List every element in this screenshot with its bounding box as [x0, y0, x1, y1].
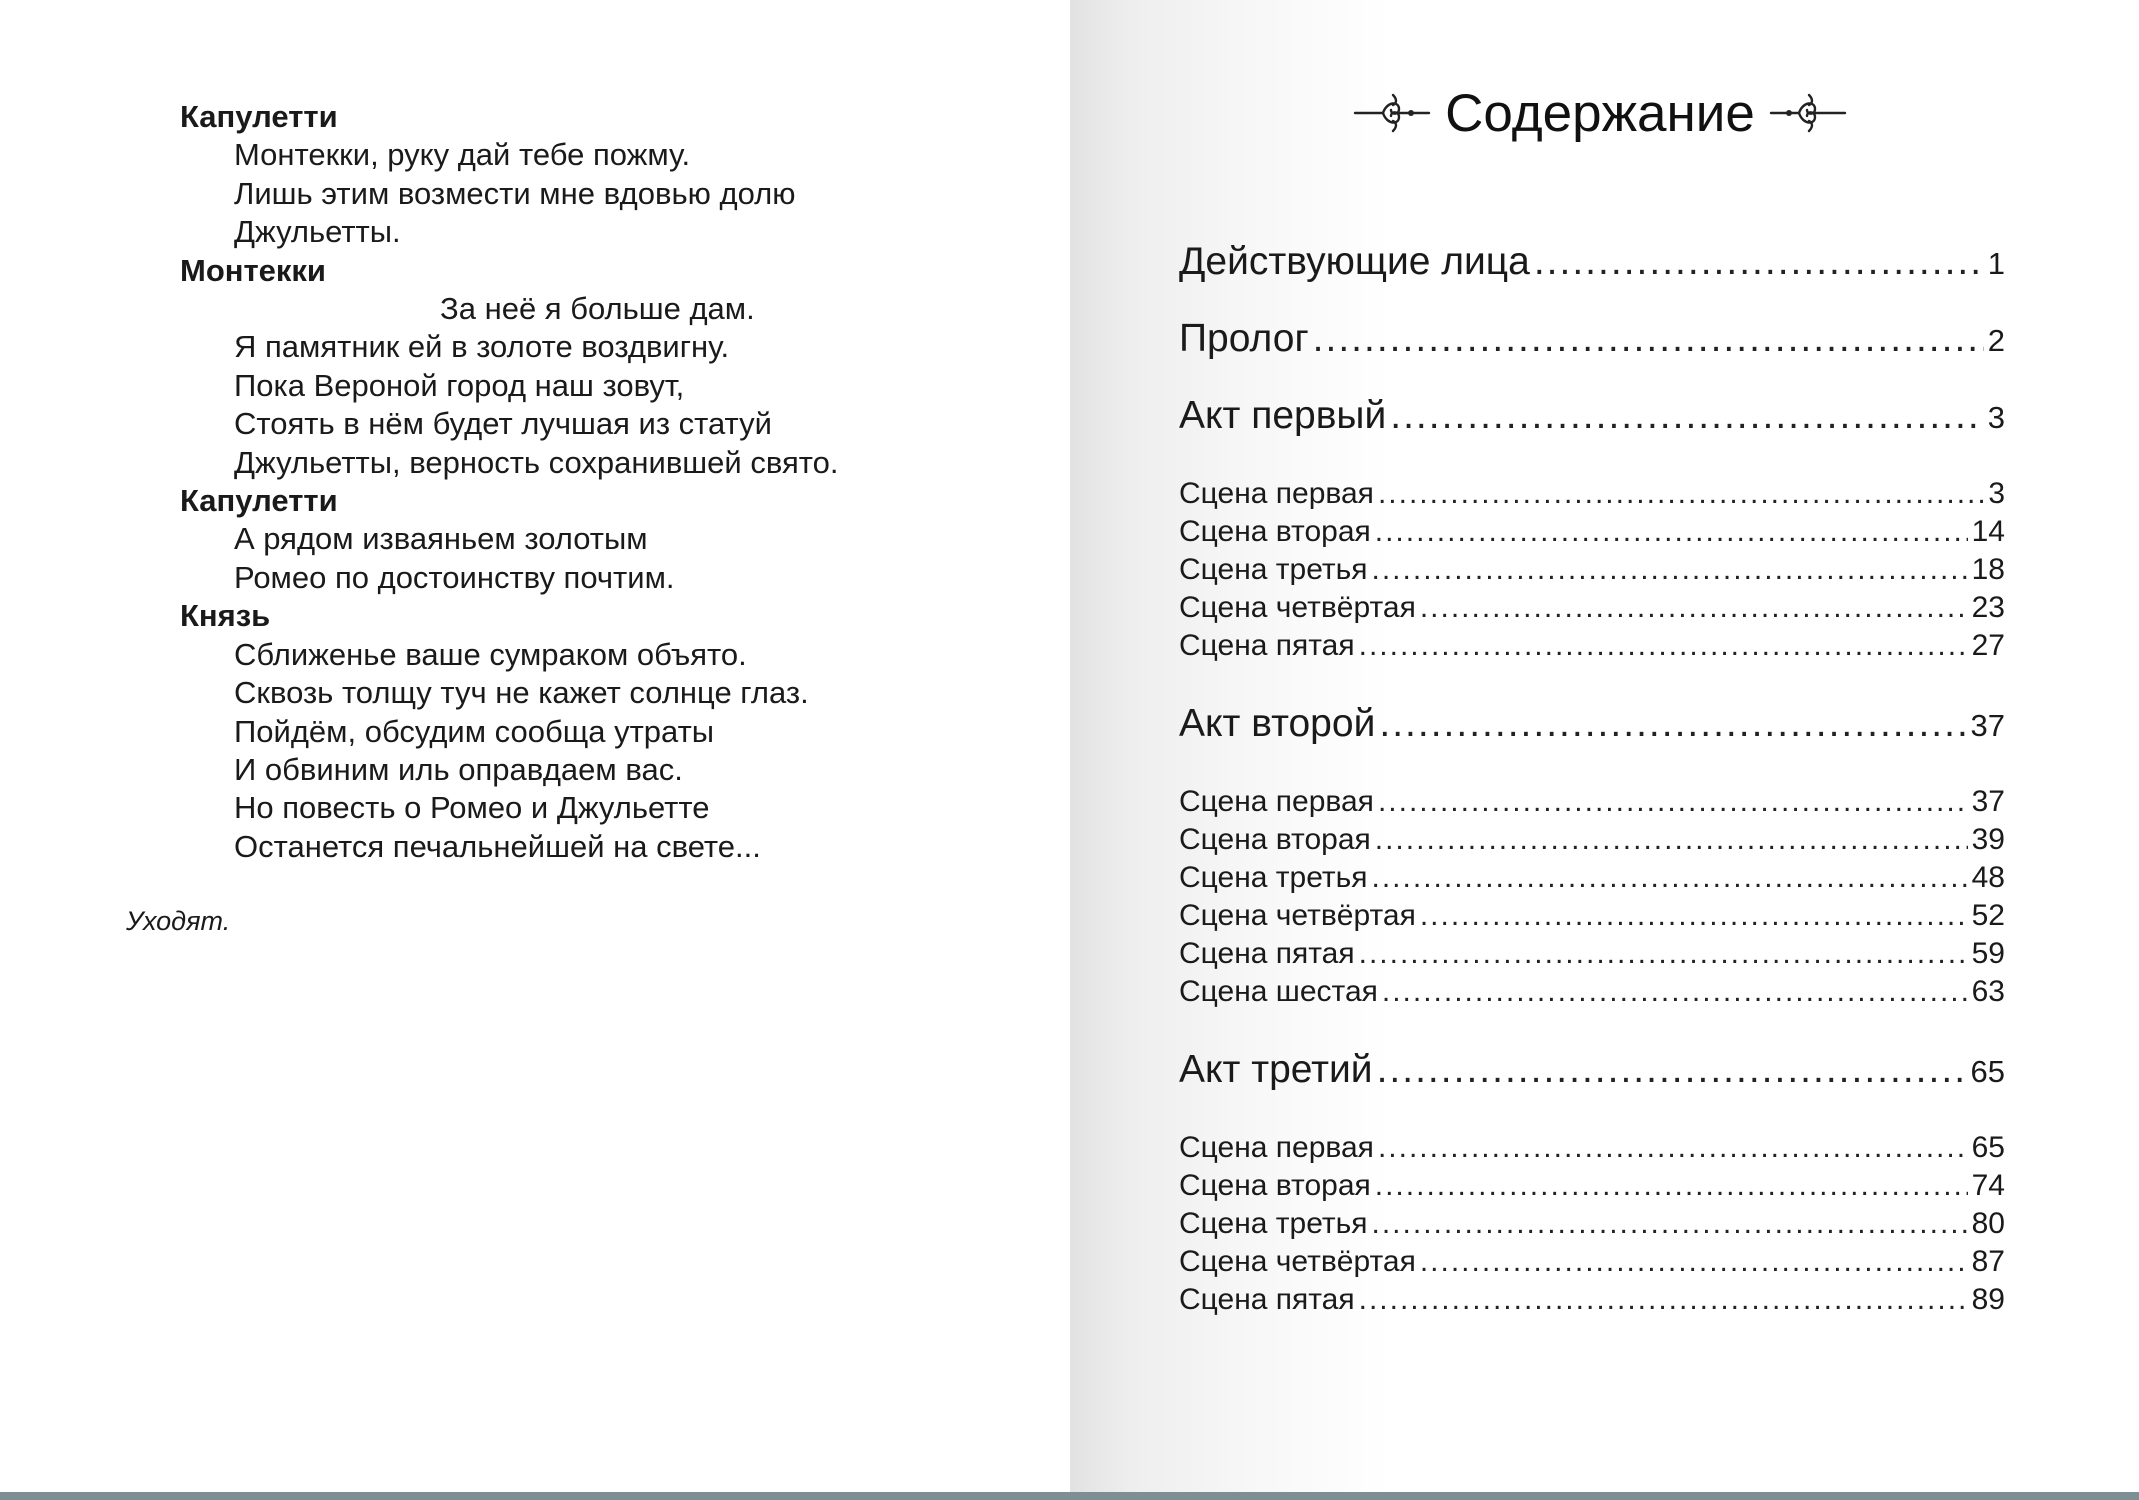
- toc-label: Сцена вторая: [1179, 515, 1371, 548]
- toc-leader-dots: [1534, 240, 1984, 284]
- toc-leader-dots: [1382, 975, 1968, 1009]
- toc-label: Сцена пятая: [1179, 937, 1355, 970]
- speaker-name: Монтекки: [180, 252, 326, 288]
- toc-page-number: 63: [1971, 975, 2005, 1008]
- toc-leader-dots: [1378, 477, 1984, 511]
- toc-label: Сцена первая: [1179, 785, 1374, 818]
- toc-leader-dots: [1390, 394, 1984, 438]
- toc-act-entry[interactable]: [1179, 1048, 2005, 1092]
- toc-page-number: 3: [1988, 477, 2005, 510]
- toc-scene-entry[interactable]: [1179, 861, 2005, 895]
- toc-label: Сцена третья: [1179, 861, 1368, 894]
- toc-page-number: 89: [1971, 1283, 2005, 1316]
- flourish-ornament-icon: [1769, 91, 1847, 135]
- verse-line: А рядом изваяньем золотым: [234, 521, 648, 557]
- toc-leader-dots: [1372, 1207, 1968, 1241]
- toc-scene-entry[interactable]: [1179, 899, 2005, 933]
- toc-leader-dots: [1375, 515, 1968, 549]
- toc-act-entry[interactable]: [1179, 240, 2005, 284]
- toc-page-number: 23: [1971, 591, 2005, 624]
- toc-scene-entry[interactable]: [1179, 1131, 2005, 1165]
- toc-leader-dots: [1372, 553, 1968, 587]
- toc-label: Сцена четвёртая: [1179, 591, 1416, 624]
- toc-label: Сцена четвёртая: [1179, 899, 1416, 932]
- toc-page-number: 37: [1970, 708, 2005, 743]
- toc-leader-dots: [1359, 1283, 1968, 1317]
- toc-scene-entry[interactable]: [1179, 937, 2005, 971]
- toc-label: Акт первый: [1179, 394, 1387, 437]
- verse-line: За неё я больше дам.: [440, 291, 755, 327]
- stage-direction: Уходят.: [126, 906, 231, 936]
- verse-line: Я памятник ей в золоте воздвигну.: [234, 329, 730, 365]
- toc-label: Сцена вторая: [1179, 1169, 1371, 1202]
- verse-line: Джульетты, верность сохранившей свято.: [234, 444, 839, 480]
- toc-act-entry[interactable]: [1179, 317, 2005, 361]
- toc-page-number: 3: [1987, 400, 2005, 435]
- toc-scene-entry[interactable]: [1179, 629, 2005, 663]
- toc-label: Сцена пятая: [1179, 1283, 1355, 1316]
- toc-label: Акт второй: [1179, 702, 1376, 745]
- verse-line: Сквозь толщу туч не кажет солнце глаз.: [234, 675, 809, 711]
- toc-page-number: 14: [1971, 515, 2005, 548]
- toc-scene-entry[interactable]: [1179, 553, 2005, 587]
- toc-leader-dots: [1378, 785, 1968, 819]
- verse-line: Монтекки, руку дай тебе пожму.: [234, 137, 691, 173]
- toc-scene-entry[interactable]: [1179, 975, 2005, 1009]
- toc-label: Сцена первая: [1179, 1131, 1374, 1164]
- flourish-ornament-icon: [1353, 91, 1431, 135]
- toc-leader-dots: [1420, 1245, 1968, 1279]
- left-page: [0, 0, 1070, 1492]
- page-edge: [0, 1492, 2139, 1500]
- verse-line: Пойдём, обсудим сообща утраты: [234, 713, 715, 749]
- toc-label: Сцена вторая: [1179, 823, 1371, 856]
- toc-leader-dots: [1359, 629, 1968, 663]
- verse-line: И обвиним иль оправдаем вас.: [234, 751, 683, 787]
- toc-label: Сцена третья: [1179, 553, 1368, 586]
- verse-line: Останется печальнейшей на свете...: [234, 828, 761, 864]
- toc-leader-dots: [1375, 1169, 1968, 1203]
- toc-leader-dots: [1313, 317, 1984, 361]
- toc-leader-dots: [1375, 823, 1968, 857]
- speaker-name: Князь: [180, 598, 271, 634]
- toc-label: Сцена пятая: [1179, 629, 1355, 662]
- toc-scene-entry[interactable]: [1179, 1169, 2005, 1203]
- toc-leader-dots: [1372, 861, 1968, 895]
- toc-leader-dots: [1377, 1048, 1967, 1092]
- toc-leader-dots: [1420, 591, 1968, 625]
- toc-page-number: 1: [1987, 246, 2005, 281]
- toc-scene-entry[interactable]: [1179, 823, 2005, 857]
- toc-page-number: 65: [1971, 1131, 2005, 1164]
- toc-scene-entry[interactable]: [1179, 477, 2005, 511]
- play-text: [180, 98, 1040, 866]
- toc-page-number: 74: [1971, 1169, 2005, 1202]
- toc-page-number: 2: [1987, 323, 2005, 358]
- toc-page-number: 37: [1971, 785, 2005, 818]
- toc-page-number: 52: [1971, 899, 2005, 932]
- verse-line: Лишь этим возмести мне вдовью долю: [234, 175, 796, 211]
- verse-line: Ромео по достоинству почтим.: [234, 559, 675, 595]
- toc-label: Сцена четвёртая: [1179, 1245, 1416, 1278]
- page-title: Содержание: [1445, 83, 1755, 143]
- toc-label: Сцена первая: [1179, 477, 1374, 510]
- toc-act-entry[interactable]: [1179, 702, 2005, 746]
- toc-heading: [1340, 78, 1860, 148]
- toc-page-number: 65: [1970, 1054, 2005, 1089]
- toc-scene-entry[interactable]: [1179, 1283, 2005, 1317]
- toc-label: Сцена третья: [1179, 1207, 1368, 1240]
- toc-leader-dots: [1378, 1131, 1968, 1165]
- toc-scene-entry[interactable]: [1179, 515, 2005, 549]
- speaker-name: Капулетти: [180, 99, 338, 134]
- toc-page-number: 39: [1971, 823, 2005, 856]
- toc-scene-entry[interactable]: [1179, 591, 2005, 625]
- toc-act-entry[interactable]: [1179, 394, 2005, 438]
- toc-page-number: 18: [1971, 553, 2005, 586]
- toc-leader-dots: [1420, 899, 1968, 933]
- verse-line: Стоять в нём будет лучшая из статуй: [234, 406, 772, 442]
- toc-leader-dots: [1379, 702, 1966, 746]
- toc-page-number: 80: [1971, 1207, 2005, 1240]
- toc-label: Акт третий: [1179, 1048, 1373, 1091]
- toc-page-number: 27: [1971, 629, 2005, 662]
- toc-label: Сцена шестая: [1179, 975, 1378, 1008]
- toc-label: Пролог: [1179, 317, 1309, 360]
- toc-scene-entry[interactable]: [1179, 1245, 2005, 1279]
- verse-line: Пока Вероной город наш зовут,: [234, 367, 685, 403]
- toc-page-number: 48: [1971, 861, 2005, 894]
- toc-page-number: 87: [1971, 1245, 2005, 1278]
- toc-label: Действующие лица: [1179, 240, 1530, 283]
- toc-page-number: 59: [1971, 937, 2005, 970]
- verse-line: Сближенье ваше сумраком объято.: [234, 636, 747, 672]
- speaker-name: Капулетти: [180, 483, 338, 519]
- toc-scene-entry[interactable]: [1179, 1207, 2005, 1241]
- toc-scene-entry[interactable]: [1179, 785, 2005, 819]
- toc-leader-dots: [1359, 937, 1968, 971]
- verse-line: Но повесть о Ромео и Джульетте: [234, 790, 710, 826]
- verse-line: Джульетты.: [234, 214, 401, 250]
